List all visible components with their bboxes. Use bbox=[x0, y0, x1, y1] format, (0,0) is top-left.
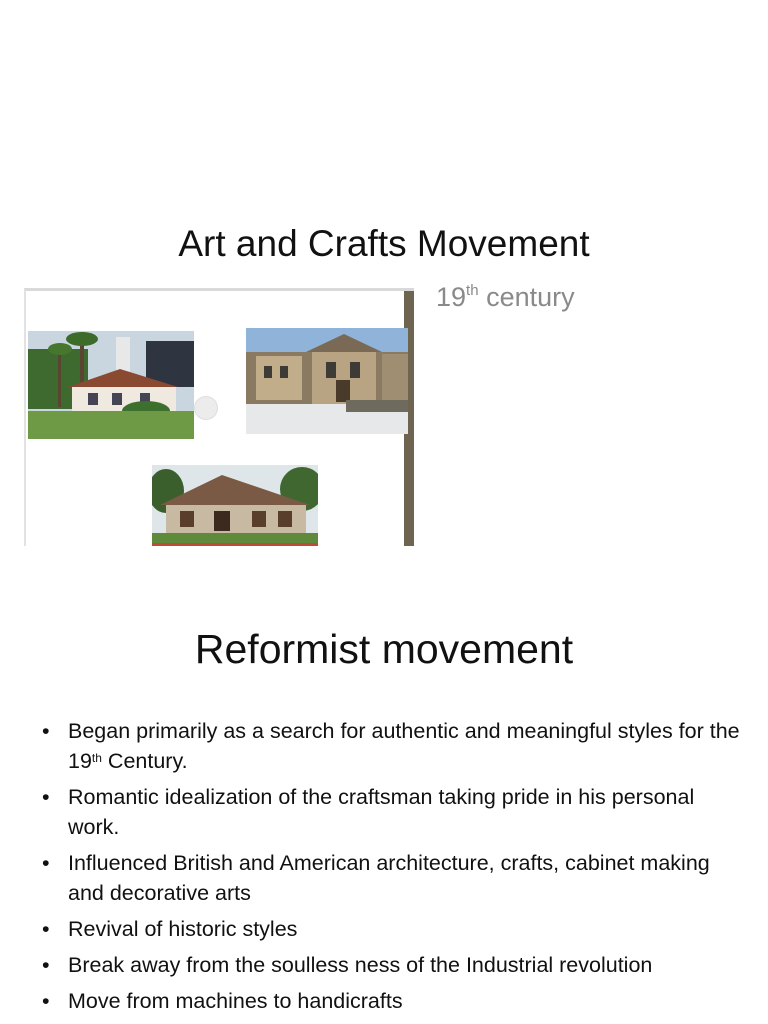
bullet-icon: • bbox=[42, 917, 50, 941]
bullet-text: Move from machines to handicrafts bbox=[68, 989, 403, 1013]
list-item bbox=[40, 848, 740, 908]
house-with-palm-trees-photo bbox=[28, 331, 194, 439]
bungalow-photo bbox=[152, 465, 318, 546]
bullet-icon: • bbox=[42, 953, 50, 977]
slide-2 bbox=[0, 590, 768, 1024]
list-item bbox=[40, 914, 740, 944]
list-item bbox=[40, 950, 740, 980]
bullet-superscript: th bbox=[91, 751, 102, 765]
magnifier-cursor-icon bbox=[194, 396, 218, 420]
bullet-icon: • bbox=[42, 851, 50, 875]
bullet-text: Break away from the soulless ness of the Industrial revolution bbox=[68, 953, 653, 977]
bullet-icon: • bbox=[42, 785, 50, 809]
slide-1-title: Art and Crafts Movement bbox=[178, 223, 590, 264]
bullet-icon: • bbox=[42, 719, 50, 743]
bullet-text: Began primarily as a search for authentic and meaningful styles for the 19 bbox=[68, 719, 740, 773]
subtitle-number: 19 bbox=[436, 282, 467, 312]
brick-schoolhouse-photo bbox=[246, 328, 408, 434]
list-item bbox=[40, 716, 740, 776]
photo-collage bbox=[24, 288, 414, 546]
slide-1-subtitle bbox=[436, 279, 575, 315]
bullet-list bbox=[40, 716, 740, 1022]
list-item bbox=[40, 986, 740, 1016]
bullet-text: Influenced British and American architecture, crafts, cabinet making and decorative arts bbox=[68, 851, 710, 905]
slide-2-title: Reformist movement bbox=[194, 626, 574, 672]
subtitle-superscript: th bbox=[466, 282, 479, 299]
list-item bbox=[40, 782, 740, 842]
subtitle-text: century bbox=[478, 282, 575, 312]
bullet-text-end: Century. bbox=[101, 749, 188, 773]
bullet-text: Revival of historic styles bbox=[68, 917, 298, 941]
bullet-text: Romantic idealization of the craftsman taking pride in his personal work. bbox=[68, 785, 695, 839]
bullet-icon: • bbox=[42, 989, 50, 1013]
